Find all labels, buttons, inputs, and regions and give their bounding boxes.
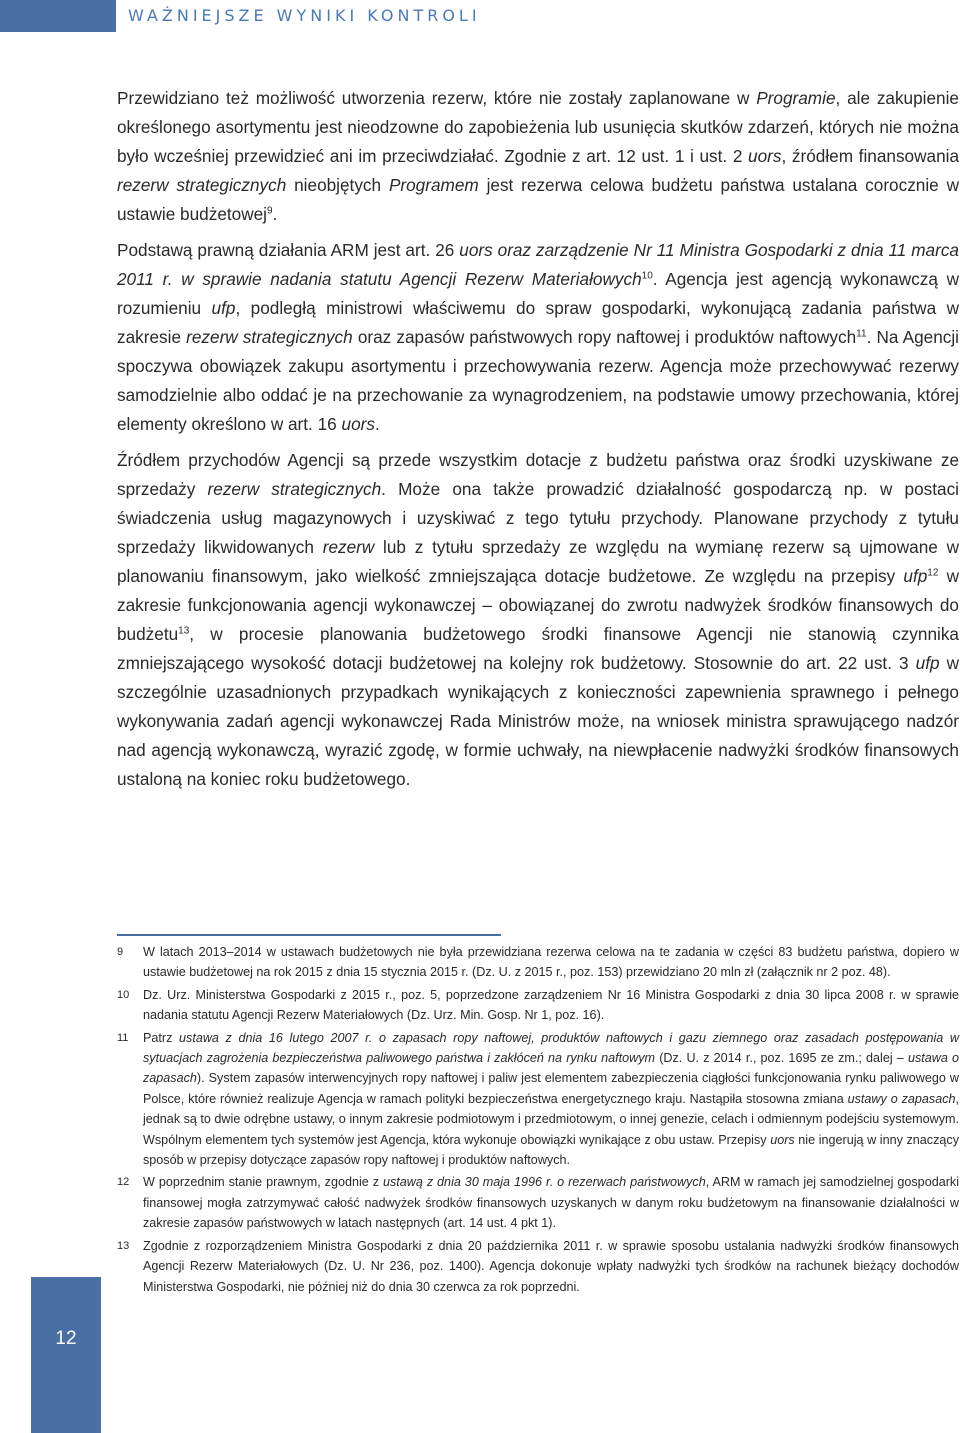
text-run: . Agencja jest agencją wykonawczą w rozumieniu (117, 269, 959, 318)
text-run: , ARM w ramach jej samodzielnej gospodarki finansowej mogła zatrzymywać całość nadwyżek środków finansowych uzyskanych w danym roku budżetowym na finansowanie działalności w zakresie zapasów państwowych w latach następnych (art. 14 ust. 4 pkt 1). (143, 1175, 959, 1231)
footnote-number: 9 (117, 946, 124, 958)
text-run: ustawy o zapasach (847, 1091, 956, 1106)
footnote-text (143, 988, 959, 1022)
footnote-number: 12 (117, 1176, 130, 1189)
footnote-text (143, 1031, 959, 1167)
text-run: ufp (915, 653, 940, 673)
text-run: Programem (388, 175, 479, 195)
text-run: , w procesie planowania budżetowego środki finansowe Agencji nie stanowią czynnika zmniejszającego wysokość dotacji budżetowej na kolejny rok budżetowy. Stosownie do art. 22 ust. 3 (117, 624, 959, 673)
text-run: , źródłem finansowania (781, 146, 960, 166)
paragraph (117, 446, 959, 794)
footnote-ref: 9 (267, 205, 273, 217)
text-run: ufp (903, 566, 928, 586)
text-run: ustawa o zapasach (143, 1051, 960, 1086)
text-run: (Dz. U. z 2014 r., poz. 1695 ze zm.; dalej – (655, 1051, 908, 1066)
text-run: rezerw strategicznych (186, 327, 353, 347)
text-run: uors (341, 414, 375, 434)
text-run: rezerw strategicznych (117, 175, 287, 195)
paragraph (117, 236, 959, 439)
footnote-number: 10 (117, 988, 130, 1001)
text-run: Podstawą prawną działania ARM jest art. 26 (117, 240, 460, 260)
text-run: . (374, 414, 380, 434)
text-run: W latach 2013–2014 w ustawach budżetowych nie była przewidziana rezerwa celowa na te zadania w części 83 budżetu państwa, dopiero w ustawie budżetowej na rok 2015 z dnia 15 stycznia 2015 r. (Dz. U. z 2015 r., poz. 153) przewidziano 20 mln zł (załącznik nr 2 poz. 48). (143, 945, 959, 980)
text-run: Programie (756, 88, 836, 108)
text-run: rezerw strategicznych (207, 479, 382, 499)
footnote-number: 13 (117, 1239, 130, 1252)
text-run: jest rezerwa celowa budżetu państwa ustalana corocznie w ustawie budżetowej (117, 175, 959, 224)
text-run: , ale zakupienie określonego asortymentu jest nieodzowne do zapobieżenia lub usunięcia skutków zdarzeń, których nie można było wcześniej przewidzieć ani im przeciwdziałać. Zgodnie z art. 12 ust. 1 i ust. 2 (117, 88, 959, 166)
text-run: . (272, 204, 278, 224)
text-run: nie ingerują w inny znaczący sposób w przepisy dotyczące zapasów ropy naftowej i produktów naftowych. (143, 1132, 959, 1168)
text-run: Przewidziano też możliwość utworzenia rezerw, które nie zostały zaplanowane w (117, 88, 757, 108)
footnote (117, 1172, 959, 1233)
footnote-ref: 13 (178, 625, 190, 637)
text-run: , jednak są to dwie odrębne ustawy, o innym zakresie podmiotowym i przedmiotowym, o innej genezie, celach i odmiennym podejściu systemowym. Wspólnym elementem tych systemów jest Agencja, która wykonuje obowiązki wynikające z obu ustaw. Przepisy (143, 1091, 959, 1147)
footnote-ref: 10 (641, 270, 653, 282)
paragraph (117, 84, 959, 229)
text-run: Patrz (143, 1030, 180, 1045)
footnote-number: 11 (117, 1031, 129, 1044)
text-run: Źródłem przychodów Agencji są przede wszystkim dotacje z budżetu państwa oraz środki uzyskiwane ze sprzedaży (117, 450, 959, 499)
footnote-text (143, 1175, 959, 1230)
footnote-separator (117, 934, 501, 936)
page-number: 12 (55, 1328, 77, 1349)
text-run: ustawą z dnia 30 maja 1996 r. o rezerwach państwowych (382, 1175, 706, 1190)
footnote-ref: 12 (927, 567, 939, 579)
footnote (117, 985, 959, 1026)
footnote-text (143, 945, 959, 979)
text-run: w zakresie funkcjonowania agencji wykonawczej – obowiązanej do zwrotu nadwyżek środków finansowych do budżetu (117, 566, 960, 644)
text-run: rezerw (322, 537, 375, 557)
text-run: ). System zapasów interwencyjnych ropy naftowej i paliw jest elementem zabezpieczenia ciągłości funkcjonowania rynku paliwowego w Polsce, które również realizuje Agencja w ramach polityki bezpieczeństwa energetycznego kraju. Nastąpiła stosowna zmiana (143, 1071, 959, 1106)
header-accent-bar (0, 0, 116, 32)
text-run: oraz zarządzenie Nr 11 Ministra Gospodarki z dnia 11 marca 2011 r. w sprawie nadania statutu Agencji Rezerw Materiałowych (117, 240, 959, 289)
text-run: nieobjętych (286, 175, 389, 195)
text-run: . Może ona także prowadzić działalność gospodarczą np. w postaci świadczenia usług magazynowych i uzyskiwać z tego tytułu przychody. Planowane przychody z tytułu sprzedaży likwidowanych (117, 479, 960, 557)
footnote (117, 1236, 959, 1297)
text-run: W poprzednim stanie prawnym, zgodnie z (143, 1175, 383, 1190)
page-number-tab (31, 1277, 101, 1433)
text-run: ustawa z dnia 16 lutego 2007 r. o zapasach ropy naftowej, produktów naftowych i gazu ziemnego oraz zasadach postępowania w sytuacjach zagrożenia bezpieczeństwa paliwowego państwa i zakłóceń na rynku naftowym (143, 1030, 959, 1066)
footnote-text (143, 1239, 959, 1294)
footnote-ref: 11 (856, 328, 867, 340)
text-run: , podległą ministrowi właściwemu do spraw gospodarki, wykonującą zadania państwa w zakresie (117, 298, 960, 347)
text-run: uors (459, 240, 493, 260)
text-run: w szczególnie uzasadnionych przypadkach wynikających z konieczności zapewnienia sprawnego i pełnego wykonywania zadań agencji wykonawczej Rada Ministrów może, na wniosek ministra sprawującego nadzór nad agencją wykonawczą, wyrazić zgodę, w formie uchwały, na niewpłacenie nadwyżki środków finansowych ustaloną na koniec roku budżetowego. (117, 653, 960, 789)
text-run: uors (748, 146, 782, 166)
text-run: lub z tytułu sprzedaży ze względu na wymianę rezerw są ujmowane w planowaniu finansowym, jako wielkość zmniejszająca dotacje budżetowe. Ze względu na przepisy (117, 537, 959, 586)
text-run: uors (770, 1132, 795, 1147)
text-run: . Na Agencji spoczywa obowiązek zakupu asortymentu i przechowywania rezerw. Agencja może przechowywać rezerwy samodzielnie albo oddać je na przechowanie za wynagrodzeniem, na podstawie umowy przechowania, której elementy określono w art. 16 (117, 327, 959, 434)
text-run: oraz zapasów państwowych ropy naftowej i produktów naftowych (352, 327, 857, 347)
text-run: ufp (211, 298, 236, 318)
text-run: Zgodnie z rozporządzeniem Ministra Gospodarki z dnia 20 października 2011 r. w sprawie sposobu ustalania nadwyżki środków finansowych Agencji Rezerw Materiałowych (Dz. U. Nr 236, poz. 1400). Agencja dokonuje wpłaty nadwyżki tych środków na rachunek bieżący dochodów Ministerstwa Gospodarki, nie później niż do dnia 30 czerwca za rok poprzedni. (143, 1238, 959, 1294)
footnote (117, 1028, 959, 1171)
text-run: Dz. Urz. Ministerstwa Gospodarki z 2015 r., poz. 5, poprzedzone zarządzeniem Nr 16 Ministra Gospodarki z dnia 30 lipca 2008 r. w sprawie nadania statutu Agencji Rezerw Materiałowych (Dz. Urz. Min. Gosp. Nr 1, poz. 16). (143, 987, 959, 1023)
section-header-title: WAŻNIEJSZE WYNIKI KONTROLI (128, 6, 481, 25)
footnote (117, 942, 959, 983)
main-text (117, 84, 959, 801)
footnotes (117, 942, 959, 1299)
